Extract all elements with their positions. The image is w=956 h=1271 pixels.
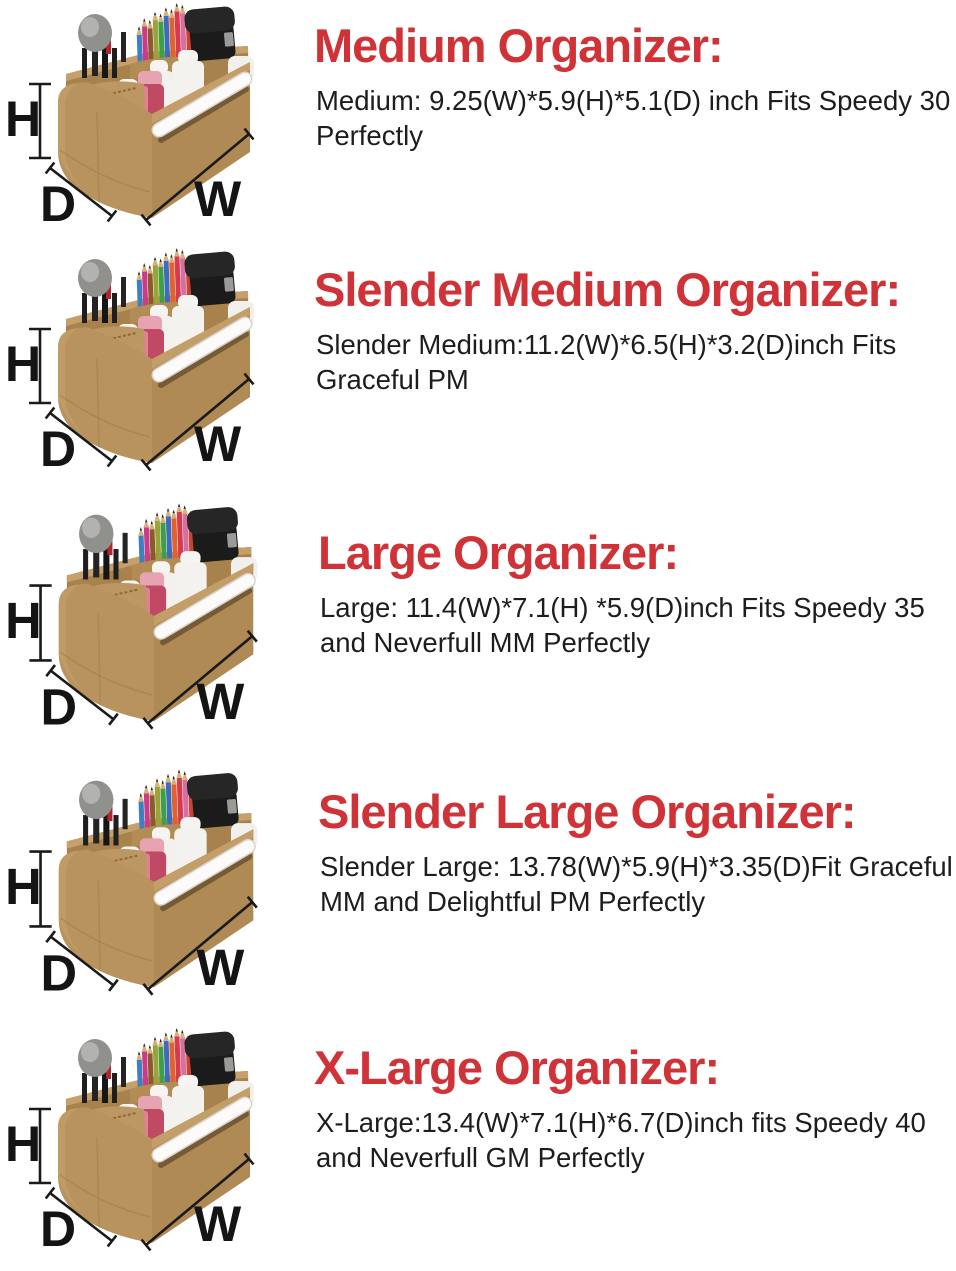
- product-description: Large: 11.4(W)*7.1(H) *5.9(D)inch Fits Speedy 35 and Neverfull MM Perfectly: [320, 591, 925, 658]
- organizer-photo: [0, 499, 310, 747]
- organizer-photo: [0, 245, 306, 487]
- product-photo: [0, 1025, 306, 1267]
- product-info: [314, 0, 956, 153]
- product-info: [314, 1020, 956, 1175]
- product-title: Slender Medium Organizer:: [314, 263, 901, 316]
- product-title: X-Large Organizer:: [314, 1041, 720, 1094]
- organizer-photo: [0, 765, 310, 1013]
- product-info: [318, 760, 956, 919]
- organizer-photo: [0, 0, 306, 242]
- product-photo: [0, 245, 306, 487]
- product-photo: [0, 765, 310, 1013]
- product-photo: [0, 0, 306, 242]
- product-description: Slender Large: 13.78(W)*5.9(H)*3.35(D)Fit Graceful MM and Delightful PM Perfectly: [320, 850, 953, 917]
- product-row-medium: [0, 0, 956, 240]
- product-row-large: [0, 495, 956, 760]
- product-description: Medium: 9.25(W)*5.9(H)*5.1(D) inch Fits Speedy 30 Perfectly: [316, 84, 951, 151]
- product-row-x-large: [0, 1020, 956, 1271]
- product-row-slender-medium: [0, 240, 956, 495]
- product-description: Slender Medium:11.2(W)*6.5(H)*3.2(D)inch Fits Graceful PM: [316, 328, 897, 395]
- product-description: X-Large:13.4(W)*7.1(H)*6.7(D)inch fits Speedy 40 and Neverfull GM Perfectly: [316, 1106, 926, 1173]
- product-row-slender-large: [0, 760, 956, 1020]
- product-title: Large Organizer:: [318, 526, 679, 579]
- product-info: [314, 240, 956, 397]
- product-title: Medium Organizer:: [314, 19, 723, 72]
- product-photo: [0, 499, 310, 747]
- product-title: Slender Large Organizer:: [318, 785, 856, 838]
- organizer-photo: [0, 1025, 306, 1267]
- product-info: [318, 495, 956, 660]
